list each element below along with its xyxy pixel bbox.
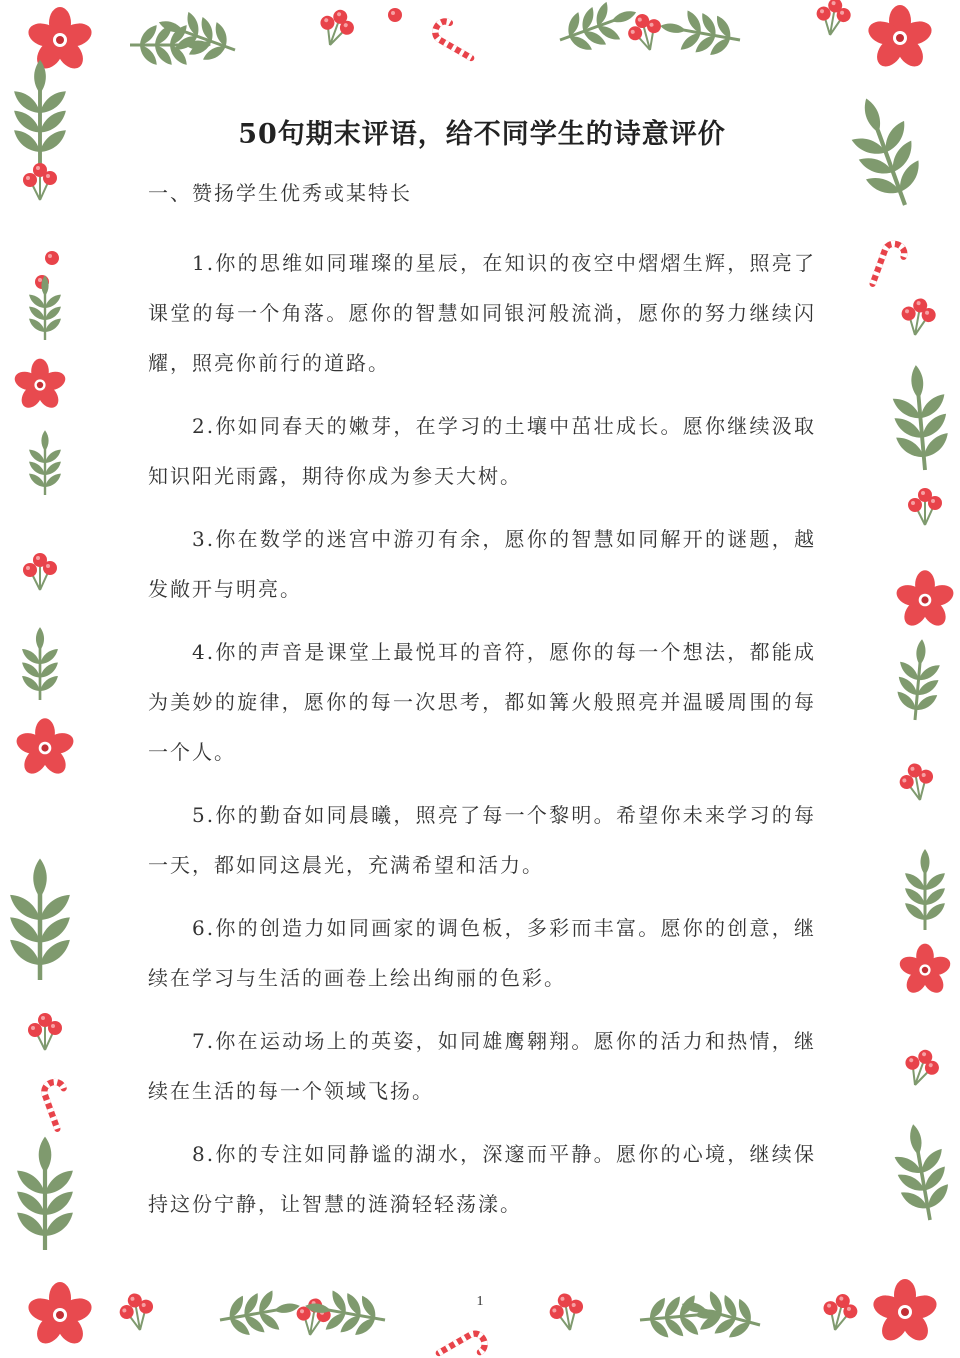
paragraph: 2.你如同春天的嫩芽，在学习的土壤中茁壮成长。愿你继续汲取知识阳光雨露，期待你成为参天大树。 bbox=[148, 414, 816, 488]
page-number: 1 bbox=[476, 1294, 484, 1309]
document-title: 50句期末评语，给不同学生的诗意评价 bbox=[238, 119, 726, 150]
paragraph: 8.你的专注如同静谧的湖水，深邃而平静。愿你的心境，继续保持这份宁静，让智慧的涟漪轻轻荡漾。 bbox=[148, 1142, 816, 1216]
paragraph: 5.你的勤奋如同晨曦，照亮了每一个黎明。希望你未来学习的每一天，都如同这晨光，充满希望和活力。 bbox=[148, 803, 816, 877]
paragraph: 1.你的思维如同璀璨的星辰，在知识的夜空中熠熠生辉，照亮了课堂的每一个角落。愿你的智慧如同银河般流淌，愿你的努力继续闪耀，照亮你前行的道路。 bbox=[148, 251, 816, 375]
paragraph: 3.你在数学的迷宫中游刃有余，愿你的智慧如同解开的谜题，越发敞开与明亮。 bbox=[148, 527, 816, 601]
section-heading: 一、赞扬学生优秀或某特长 bbox=[148, 181, 412, 205]
paragraph: 4.你的声音是课堂上最悦耳的音符，愿你的每一个想法，都能成为美妙的旋律，愿你的每一次思考，都如篝火般照亮并温暖周围的每一个人。 bbox=[148, 640, 816, 764]
document-body bbox=[148, 110, 816, 1242]
paragraph: 6.你的创造力如同画家的调色板，多彩而丰富。愿你的创意，继续在学习与生活的画卷上绘出绚丽的色彩。 bbox=[148, 916, 816, 990]
paragraph: 7.你在运动场上的英姿，如同雄鹰翱翔。愿你的活力和热情，继续在生活的每一个领域飞扬。 bbox=[148, 1029, 816, 1103]
